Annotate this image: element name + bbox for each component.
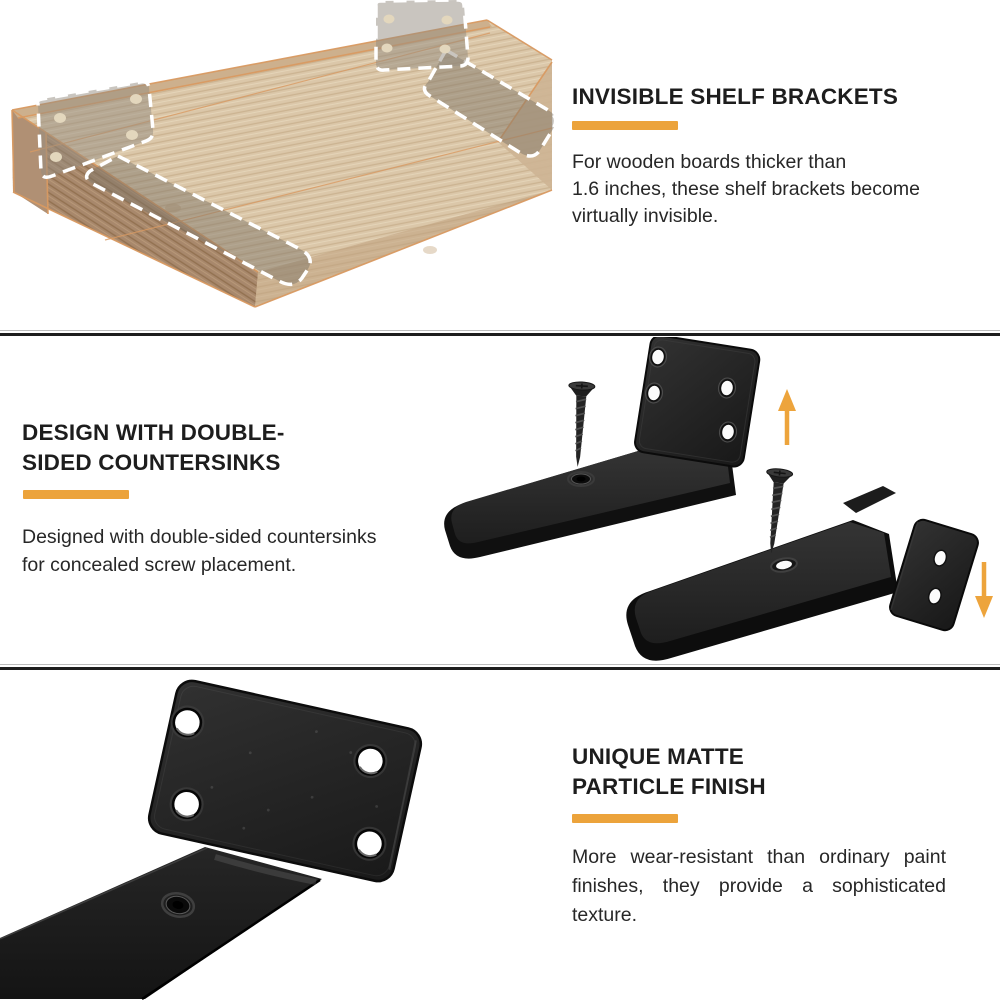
section-heading: SIDED COUNTERSINKS	[22, 450, 281, 475]
section-body	[572, 843, 946, 930]
callout-invisible-brackets	[572, 84, 952, 230]
body-line: Designed with double-sided countersinks	[22, 526, 377, 548]
callout-matte-finish	[572, 742, 952, 930]
bracket-plate	[146, 678, 424, 884]
section-countersinks	[0, 337, 1000, 664]
section-body	[572, 149, 952, 230]
body-line: finishes, they provide a sophisticated	[572, 875, 946, 897]
section-matte-finish	[0, 671, 1000, 1000]
bracket-pair-photo	[0, 337, 1000, 664]
section-divider	[0, 330, 1000, 337]
body-line: texture.	[572, 904, 638, 926]
section-divider	[0, 664, 1000, 671]
body-line: 1.6 inches, these shelf brackets become	[572, 178, 920, 200]
body-line: More wear-resistant than ordinary paint	[572, 846, 946, 868]
body-line: virtually invisible.	[572, 205, 719, 227]
screw-icon	[758, 468, 793, 555]
bracket-left	[444, 337, 761, 559]
section-heading: INVISIBLE SHELF BRACKETS	[572, 84, 899, 109]
section-heading: DESIGN WITH DOUBLE-	[22, 420, 285, 445]
bracket-closeup-photo	[0, 671, 560, 1000]
section-heading: UNIQUE MATTE	[572, 744, 744, 769]
accent-underline	[572, 121, 678, 130]
screw-icon	[565, 381, 595, 467]
bracket-right	[626, 486, 980, 661]
countersink-hole	[568, 472, 594, 486]
down-arrow-icon	[975, 562, 993, 618]
wooden-shelf-illustration	[0, 0, 560, 330]
section-heading: PARTICLE FINISH	[572, 774, 766, 799]
up-arrow-icon	[778, 389, 796, 445]
section-invisible-brackets	[0, 0, 1000, 330]
body-line: for concealed screw placement.	[22, 554, 297, 576]
body-line: For wooden boards thicker than	[572, 151, 847, 173]
accent-underline	[572, 814, 678, 823]
